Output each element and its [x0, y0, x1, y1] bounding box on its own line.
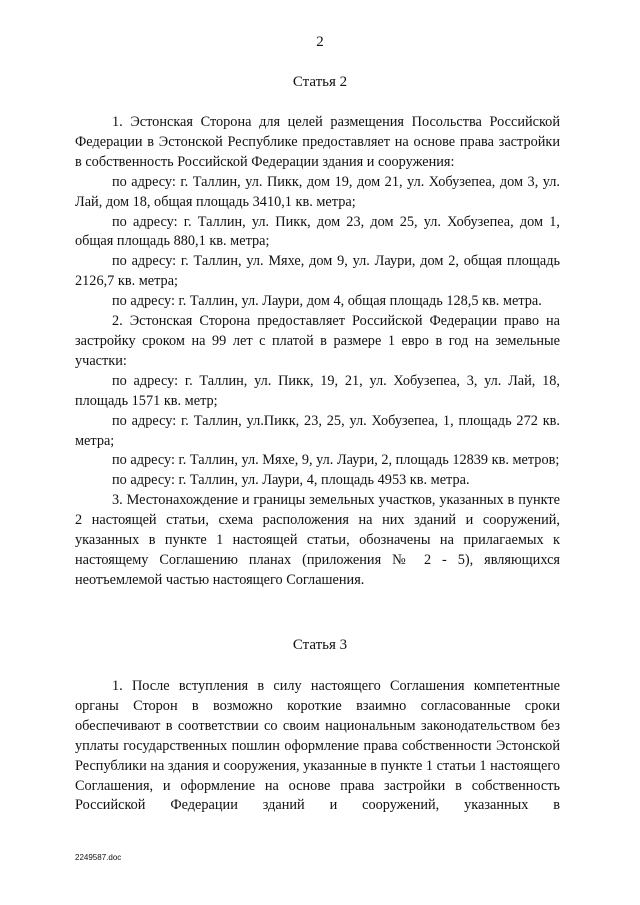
paragraph: по адресу: г. Таллин, ул. Мяхе, дом 9, ул. Лаури, дом 2, общая площадь 2126,7 кв. метра;	[75, 253, 560, 290]
paragraph: по адресу: г. Таллин, ул. Пикк, дом 23, дом 25, ул. Хобузепеа, дом 1, общая площадь 880,1 кв. метра;	[75, 213, 560, 250]
paragraph: 1. Эстонская Сторона для целей размещения Посольства Российской Федерации в Эстонской Республике предоставляет на основе права застройки в собственность Российской Федерации здания и сооружения:	[75, 114, 560, 170]
article-2-body	[75, 113, 560, 591]
paragraph: 1. После вступления в силу настоящего Соглашения компетентные органы Сторон в возможно короткие взаимно согласованные сроки обеспечивают в соответствии со своим национальным законодательством без уплаты государственных пошлин оформление права собственности Эстонской Республики на здания и сооружения, указанные в пункте 1 статьи 1 настоящего Соглашения, и оформление на основе права застройки в собственность Российской Федерации зданий и сооружений, указанных в	[75, 678, 560, 814]
paragraph: по адресу: г. Таллин, ул. Лаури, 4, площадь 4953 кв. метра.	[112, 472, 470, 489]
paragraph: 2. Эстонская Сторона предоставляет Российской Федерации право на застройку сроком на 99 лет с платой в размере 1 евро в год на земельные участки:	[75, 313, 560, 369]
paragraph: по адресу: г. Таллин, ул. Пикк, дом 19, дом 21, ул. Хобузепеа, дом 3, ул. Лай, дом 18, общая площадь 3410,1 кв. метра;	[75, 173, 560, 210]
paragraph: по адресу: г. Таллин, ул. Пикк, 19, 21, ул. Хобузепеа, 3, ул. Лай, 18, площадь 1571 кв. метр;	[75, 372, 560, 409]
page-number: 2	[316, 34, 324, 50]
paragraph: по адресу: г. Таллин, ул. Мяхе, 9, ул. Лаури, 2, площадь 12839 кв. метров;	[112, 452, 560, 469]
article-2-title: Статья 2	[292, 74, 348, 90]
article-3-body	[75, 677, 560, 816]
paragraph: 3. Местонахождение и границы земельных участков, указанных в пункте 2 настоящей статьи, схема расположения на них зданий и сооружений, указанных в пункте 1 настоящей статьи, обозначены на прилагаемых к настоящему Соглашению планах (приложения № 2 - 5), являющихся неотъемлемой частью настоящего Соглашения.	[75, 492, 560, 588]
paragraph: по адресу: г. Таллин, ул. Лаури, дом 4, общая площадь 128,5 кв. метра.	[112, 293, 542, 310]
paragraph: по адресу: г. Таллин, ул.Пикк, 23, 25, ул. Хобузепеа, 1, площадь 272 кв. метра;	[75, 412, 560, 449]
article-3-title: Статья 3	[292, 637, 348, 653]
file-name-footer: 2249587.doc	[75, 853, 122, 862]
